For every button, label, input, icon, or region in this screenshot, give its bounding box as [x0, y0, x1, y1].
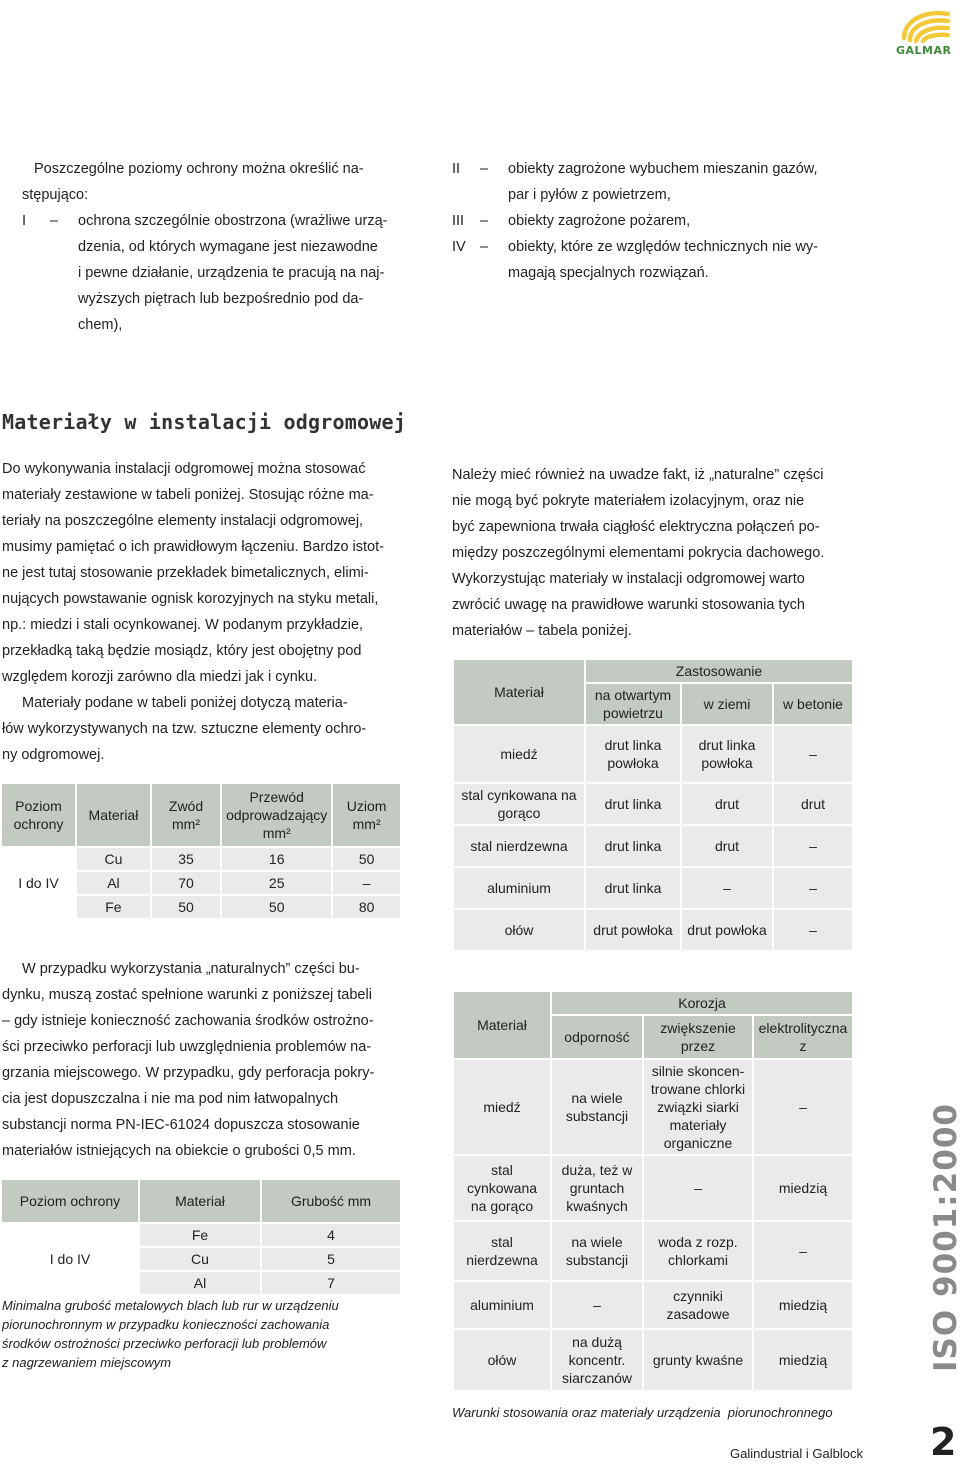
- table-cell: ołów: [454, 1330, 550, 1390]
- header-material: Materiał: [140, 1180, 260, 1222]
- company-name: Galindustrial i Galblock: [730, 1446, 863, 1461]
- table-cell: drut: [682, 784, 772, 824]
- table-cell: miedzią: [754, 1156, 852, 1220]
- table-cell: 5: [262, 1248, 400, 1270]
- table-cell: –: [644, 1156, 752, 1220]
- table-cell: miedzią: [754, 1282, 852, 1328]
- table-cell: duża, też w gruntach kwaśnych: [552, 1156, 642, 1220]
- header-material: Materiał: [454, 660, 584, 724]
- protection-level-item: [22, 208, 400, 338]
- header-material: Materiał: [454, 992, 550, 1058]
- table-corrosion: [452, 990, 854, 1392]
- protection-level-item: IV – obiekty, które ze względów technicznych nie wy- magają specjalnych rozwiązań.: [452, 239, 819, 281]
- table-cell: drut linka powłoka: [586, 726, 680, 782]
- table-cell: na wiele substancji: [552, 1060, 642, 1154]
- header-group: Zastosowanie: [586, 660, 852, 682]
- table-cell: –: [774, 826, 852, 866]
- table-materials-dimensions: [0, 782, 402, 920]
- table-cell: ołów: [454, 910, 584, 950]
- page-number: 2: [930, 1420, 957, 1464]
- header-col: odporność: [552, 1016, 642, 1058]
- table-cell: woda z rozp. chlorkami: [644, 1222, 752, 1280]
- table-cell: na dużą koncentr. siarczanów: [552, 1330, 642, 1390]
- header-group: Korozja: [552, 992, 852, 1014]
- table-cell: 50: [333, 848, 400, 870]
- table-cell: silnie skoncen- trowane chlorki związki siarki materiały organiczne: [644, 1060, 752, 1154]
- intro-left: [22, 156, 400, 338]
- table-cell: 70: [152, 872, 220, 894]
- caption-thickness-table: Minimalna grubość metalowych blach lub rur w urządzeniu piorunochronnym w przypadku konieczności zachowania środków ostrożności przeciwko perforacji lub problemów z nagrzewaniem miejscowym: [2, 1298, 339, 1370]
- header-zwod: Zwód mm²: [152, 784, 220, 846]
- paragraph-natural-parts: Należy mieć również na uwadze fakt, iż „naturalne” części nie mogą być pokryte materiałem izolacyjnym, oraz nie być zapewniona trwała ciągłość elektryczna połączeń po- między poszczególnymi elementami pokrycia dachowego. Wykorzystując materiały w instalacji odgromowej warto zwrócić uwagę na prawidłowe warunki stosowania tych materiałów – tabela poniżej.: [452, 467, 825, 639]
- level-cell: I do IV: [2, 1224, 138, 1294]
- table-cell: Fe: [140, 1224, 260, 1246]
- level-dash: –: [50, 213, 59, 229]
- table-cell: drut linka: [586, 826, 680, 866]
- table-cell: miedź: [454, 726, 584, 782]
- table-cell: –: [774, 910, 852, 950]
- table-cell: stal nierdzewna: [454, 826, 584, 866]
- galmar-logo: [892, 4, 956, 60]
- table-cell: miedzią: [754, 1330, 852, 1390]
- table-cell: stal nierdzewna: [454, 1222, 550, 1280]
- table-cell: Cu: [77, 848, 150, 870]
- table-cell: 4: [262, 1224, 400, 1246]
- table-cell: miedź: [454, 1060, 550, 1154]
- header-uziom: Uziom mm²: [333, 784, 400, 846]
- header-col: na otwartym powietrzu: [586, 684, 680, 724]
- header-przewod: Przewód odprowadzający mm²: [222, 784, 331, 846]
- iso-certification: ISO 9001:2000: [928, 1103, 964, 1372]
- level-cell: I do IV: [2, 848, 75, 918]
- table-cell: czynniki zasadowe: [644, 1282, 752, 1328]
- header-material: Materiał: [77, 784, 150, 846]
- header-thickness: Grubość mm: [262, 1180, 400, 1222]
- table-cell: stal cynkowana na gorąco: [454, 1156, 550, 1220]
- table-cell: 50: [222, 896, 331, 918]
- galmar-logo-icon: [892, 4, 956, 46]
- table-cell: 16: [222, 848, 331, 870]
- table-cell: aluminium: [454, 868, 584, 908]
- section-heading: Materiały w instalacji odgromowej: [2, 410, 406, 434]
- header-col: w ziemi: [682, 684, 772, 724]
- table-cell: stal cynkowana na gorąco: [454, 784, 584, 824]
- protection-level-item: III – obiekty zagrożone pożarem,: [452, 213, 691, 229]
- table-cell: drut powłoka: [586, 910, 680, 950]
- table-cell: drut powłoka: [682, 910, 772, 950]
- table-cell: 80: [333, 896, 400, 918]
- header-col: zwiększenie przez: [644, 1016, 752, 1058]
- brand-name: GALMAR: [896, 44, 952, 57]
- table-cell: –: [333, 872, 400, 894]
- intro-right: [452, 156, 860, 286]
- caption-application-tables: Warunki stosowania oraz materiały urządzenia piorunochronnego: [452, 1405, 833, 1420]
- intro-line: Poszczególne poziomy ochrony można określić na-: [34, 161, 364, 177]
- header-level: Poziom ochrony: [2, 784, 75, 846]
- paragraph-materials: Do wykonywania instalacji odgromowej można stosować materiały zestawione w tabeli poniżej. Stosując różne ma- teriały na poszczególne elementy instalacji odgromowej, musimy pamiętać o ich prawidłowym łączeniu. Bardzo istot- ne jest tutaj stosowanie przekładek bimetalicznych, elimi- nujących powstawanie ognisk korozyjnych na styku metali, np.: miedzi i stali ocynkowanej. W podanym przykładzie, przekładką taką będzie mosiądz, który jest obojętny pod względem korozji zarówno dla miedzi jak i cynku. Materiały podane w tabeli poniżej dotyczą materia- łów wykorzystywanych na tzw. sztuczne elementy ochro- ny odgromowej.: [2, 461, 384, 763]
- table-cell: grunty kwaśne: [644, 1330, 752, 1390]
- table-cell: Al: [140, 1272, 260, 1294]
- table-cell: –: [774, 868, 852, 908]
- level-number: I: [22, 213, 27, 229]
- table-cell: –: [774, 726, 852, 782]
- paragraph-natural-conditions: W przypadku wykorzystania „naturalnych” części bu- dynku, muszą zostać spełnione warunki z poniższej tabeli – gdy istnieje konieczność zachowania środków ostrożno- ści przeciwko perforacji lub uwzględnienia problemów na- grzania miejscowego. W przypadku, gdy perforacja pokry- cia jest dopuszczalna i nie ma pod nim łatwopalnych substancji norma PN-IEC-61024 dopuszcza stosowanie materiałów istniejących na obiekcie o grubości 0,5 mm.: [2, 961, 375, 1159]
- table-cell: –: [754, 1222, 852, 1280]
- table-application: [452, 658, 854, 952]
- table-cell: –: [682, 868, 772, 908]
- table-cell: 25: [222, 872, 331, 894]
- table-cell: 50: [152, 896, 220, 918]
- table-cell: aluminium: [454, 1282, 550, 1328]
- table-cell: –: [754, 1060, 852, 1154]
- table-cell: drut: [774, 784, 852, 824]
- level-description: ochrona szczególnie obostrzona (wrażliwe urzą- dzenia, od których wymagane jest niezawodne i pewne działanie, urządzenia te pracują na naj- wyższych piętrach lub bezpośrednio pod da- chem),: [78, 213, 388, 333]
- table-cell: Al: [77, 872, 150, 894]
- table-minimum-thickness: [0, 1178, 402, 1296]
- protection-level-item: II – obiekty zagrożone wybuchem mieszanin gazów, par i pyłów z powietrzem,: [452, 161, 818, 203]
- table-cell: na wiele substancji: [552, 1222, 642, 1280]
- header-col: w betonie: [774, 684, 852, 724]
- table-cell: Cu: [140, 1248, 260, 1270]
- table-cell: 35: [152, 848, 220, 870]
- table-cell: Fe: [77, 896, 150, 918]
- header-col: elektrolityczna z: [754, 1016, 852, 1058]
- table-cell: drut linka powłoka: [682, 726, 772, 782]
- table-cell: drut linka: [586, 784, 680, 824]
- table-cell: –: [552, 1282, 642, 1328]
- table-cell: 7: [262, 1272, 400, 1294]
- header-level: Poziom ochrony: [2, 1180, 138, 1222]
- table-cell: drut linka: [586, 868, 680, 908]
- table-cell: drut: [682, 826, 772, 866]
- intro-line: stępująco:: [22, 187, 89, 203]
